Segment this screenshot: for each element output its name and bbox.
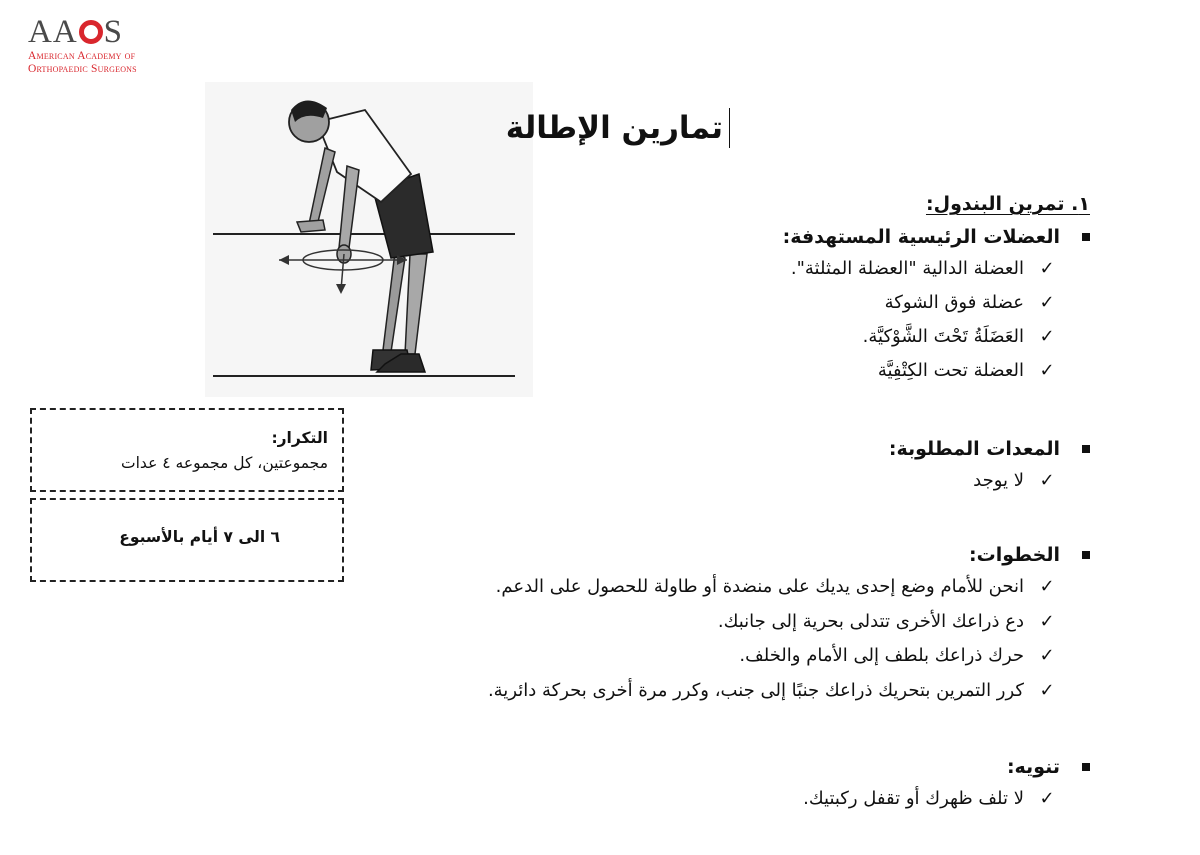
caution-heading-row bbox=[803, 752, 1090, 782]
check-icon: ✓ bbox=[1039, 645, 1055, 666]
caution-group bbox=[803, 752, 1090, 816]
list-item-text: انحن للأمام وضع إحدى يديك على منضدة أو طاولة للحصول على الدعم. bbox=[495, 576, 1024, 597]
list-item bbox=[783, 354, 1056, 388]
arrow-down-icon bbox=[336, 284, 346, 294]
list-item bbox=[488, 570, 1056, 605]
list-item bbox=[783, 286, 1056, 320]
page-title: تمارين الإطالة bbox=[506, 108, 730, 148]
list-item-text: عضلة فوق الشوكة bbox=[884, 292, 1024, 313]
equipment-list bbox=[889, 464, 1056, 498]
front-leg bbox=[405, 254, 427, 354]
list-item-text: لا يوجد bbox=[973, 470, 1024, 491]
list-item-text: كرر التمرين بتحريك ذراعك جنبًا إلى جنب، وكرر مرة أخرى بحركة دائرية. bbox=[487, 679, 1024, 701]
list-item bbox=[488, 639, 1056, 674]
arrow-left-icon bbox=[279, 255, 289, 265]
repetition-title: التكرار: bbox=[271, 429, 328, 447]
list-item-text: لا تلف ظهرك أو تقفل ركبتيك. bbox=[803, 788, 1024, 809]
aaos-logo bbox=[28, 14, 198, 75]
steps-list bbox=[488, 570, 1056, 708]
check-icon: ✓ bbox=[1039, 292, 1055, 313]
check-icon: ✓ bbox=[1039, 788, 1055, 809]
logo-line-2: Orthopaedic Surgeons bbox=[28, 62, 137, 75]
repetition-box bbox=[30, 408, 344, 492]
frequency-box bbox=[30, 498, 344, 582]
repetition-value: مجموعتين، كل مجموعه ٤ عدات bbox=[121, 454, 328, 472]
logo-mark-left: AA bbox=[28, 14, 78, 50]
check-icon: ✓ bbox=[1039, 470, 1055, 491]
list-item-text: العضلة تحت الكِتْفِيَّة bbox=[877, 360, 1024, 381]
logo-subtitle bbox=[28, 50, 198, 75]
list-item bbox=[488, 605, 1056, 640]
square-bullet-icon bbox=[1082, 445, 1090, 453]
list-item bbox=[889, 464, 1056, 498]
frequency-value: ٦ الى ٧ أيام بالأسبوع bbox=[119, 528, 280, 546]
caution-heading: تنويه: bbox=[1006, 756, 1060, 778]
steps-heading-row bbox=[488, 540, 1090, 570]
support-arm bbox=[309, 148, 335, 226]
square-bullet-icon bbox=[1082, 763, 1090, 771]
list-item bbox=[803, 782, 1056, 816]
pendulum-exercise-illustration bbox=[205, 82, 533, 397]
steps-group bbox=[488, 540, 1090, 708]
equipment-group bbox=[889, 434, 1090, 498]
muscles-heading-row bbox=[783, 222, 1090, 252]
check-icon: ✓ bbox=[1039, 360, 1055, 381]
list-item-text: العضلة الدالية "العضلة المثلثة". bbox=[790, 258, 1024, 279]
square-bullet-icon bbox=[1082, 233, 1090, 241]
list-item-text: حرك ذراعك بلطف إلى الأمام والخلف. bbox=[739, 645, 1024, 666]
list-item-text: العَضَلَةُ تَحْتَ الشَّوْكيَّة. bbox=[862, 326, 1024, 347]
list-item-text: دع ذراعك الأخرى تتدلى بحرية إلى جانبك. bbox=[717, 610, 1024, 632]
equipment-heading-row bbox=[889, 434, 1090, 464]
list-item bbox=[783, 320, 1056, 354]
check-icon: ✓ bbox=[1039, 326, 1055, 347]
pendulum-figure-svg bbox=[205, 82, 533, 397]
back-leg bbox=[383, 252, 405, 352]
section-heading: ١. تمرين البندول: bbox=[925, 193, 1090, 215]
muscles-group bbox=[783, 222, 1090, 388]
check-icon: ✓ bbox=[1039, 679, 1055, 701]
muscles-list bbox=[783, 252, 1056, 388]
logo-mark bbox=[28, 14, 198, 50]
equipment-heading: المعدات المطلوبة: bbox=[888, 438, 1060, 460]
steps-heading: الخطوات: bbox=[969, 544, 1060, 566]
caution-list bbox=[803, 782, 1056, 816]
support-hand bbox=[297, 220, 325, 232]
check-icon: ✓ bbox=[1039, 576, 1055, 597]
list-item bbox=[488, 674, 1056, 709]
muscles-heading: العضلات الرئيسية المستهدفة: bbox=[782, 226, 1060, 248]
list-item bbox=[783, 252, 1056, 286]
logo-line-1: American Academy of bbox=[28, 50, 136, 62]
square-bullet-icon bbox=[1082, 551, 1090, 559]
check-icon: ✓ bbox=[1039, 258, 1055, 279]
logo-ring-icon bbox=[79, 20, 103, 44]
check-icon: ✓ bbox=[1039, 610, 1055, 632]
hanging-arm bbox=[339, 166, 359, 248]
logo-mark-right: S bbox=[103, 14, 124, 50]
